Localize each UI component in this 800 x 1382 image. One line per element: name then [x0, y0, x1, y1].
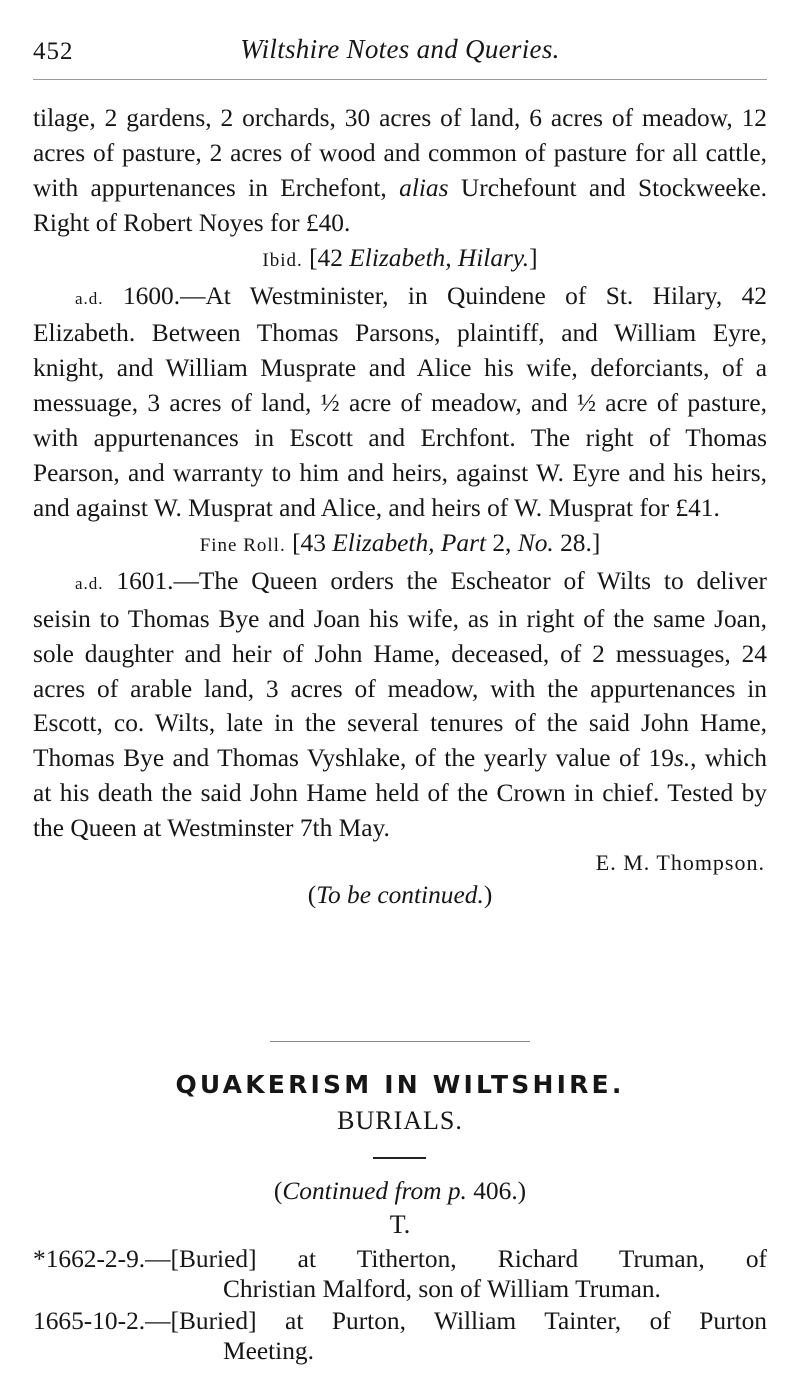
ad-label-2: a.d.	[75, 573, 104, 593]
page-number: 452	[33, 38, 74, 65]
ibid-ref: Elizabeth, Hilary.	[349, 243, 530, 272]
to-be-continued-text: To be continued.	[316, 881, 484, 910]
fine-roll-ref: Elizabeth, Part	[332, 528, 487, 557]
page-body	[33, 101, 767, 910]
fine-roll-label: Fine Roll.	[199, 534, 286, 556]
fine-roll-close: 28.]	[553, 528, 601, 557]
paragraph-3	[33, 564, 767, 846]
shillings-abbrev: s.	[673, 744, 691, 773]
paragraph-1-text-2: Urchefount and Stockweeke. Right of Robert Noyes for £40.	[33, 173, 767, 237]
ibid-open: [42	[309, 243, 350, 272]
ad-label: a.d.	[75, 288, 104, 308]
paragraph-1-text: tilage, 2 gardens, 2 orchards, 30 acres of land, 6 acres of meadow, 12 acres of pasture, 2 acres of wood and common of pasture for all cattle, with appurtenances in Erchefont,	[33, 104, 767, 202]
running-title: Wiltshire Notes and Queries.	[240, 34, 560, 64]
to-be-continued: (To be continued.)	[307, 881, 493, 910]
section-subtitle: BURIALS.	[337, 1106, 463, 1135]
paragraph-1	[33, 101, 767, 241]
section-title: QUAKERISM IN WILTSHIRE.	[175, 1070, 625, 1099]
ibid-label: Ibid.	[262, 249, 303, 271]
short-rule	[373, 1157, 426, 1159]
burial-entry-continuation: Meeting.	[223, 1337, 314, 1365]
continued-note: (Continued from p. 406.)	[273, 1177, 527, 1205]
continued-text: Continued from p.	[282, 1177, 467, 1205]
heading-fine-roll	[33, 526, 767, 564]
paragraph-3-text-2: , which at his death the said John Hame held of the Crown in chief. Tested by the Queen at Westminster 7th May.	[33, 744, 767, 843]
paragraph-2	[33, 279, 767, 526]
paragraph-2-text: 1600.—At Westminister, in Quindene of St. Hilary, 42 Elizabeth. Between Thomas Parsons, plaintiff, and William Eyre, knight, and William Musprate and Alice his wife, deforciants, of a messuage, 3 acres of land, ½ acre of meadow, and ½ acre of pasture, with appurtenances in Escott and Erchfont. The right of Thomas Pearson, and warranty to him and heirs, against W. Eyre and his heirs, and against W. Musprat and Alice, and heirs of W. Musprat for £41.	[33, 281, 767, 522]
index-letter: T.	[389, 1210, 411, 1239]
heading-ibid	[33, 241, 767, 279]
burial-entry-line: 1665-10-2.—[Buried] at Purton, William Tainter, of Purton	[33, 1307, 767, 1335]
fine-roll-open: [43	[292, 528, 333, 557]
page-header	[33, 34, 767, 74]
section-separator	[270, 1041, 530, 1042]
paragraph-3-text: 1601.—The Queen orders the Escheator of Wilts to deliver seisin to Thomas Bye and Joan his wife, as in right of the same Joan, sole daughter and heir of John Hame, deceased, of 2 messuages, 24 acres of arable land, 3 acres of meadow, with the appurtenances in Escott, co. Wilts, late in the several tenures of the said John Hame, Thomas Bye and Thomas Vyshlake, of the yearly value of 19	[33, 566, 767, 773]
burial-entry	[33, 1306, 767, 1366]
burial-entry-line: *1662-2-9.—[Buried] at Titherton, Richard Truman, of	[33, 1245, 767, 1273]
header-rule	[33, 79, 767, 80]
burial-entry	[33, 1244, 767, 1304]
ibid-close: ]	[529, 243, 538, 272]
fine-roll-no: No.	[517, 528, 554, 557]
burial-entry-continuation: Christian Malford, son of William Truman.	[223, 1275, 661, 1303]
signature: E. M. Thompson.	[595, 850, 765, 876]
fine-roll-mid: 2,	[486, 528, 518, 557]
continued-page: 406.	[466, 1177, 518, 1205]
alias-word: alias	[399, 173, 449, 202]
